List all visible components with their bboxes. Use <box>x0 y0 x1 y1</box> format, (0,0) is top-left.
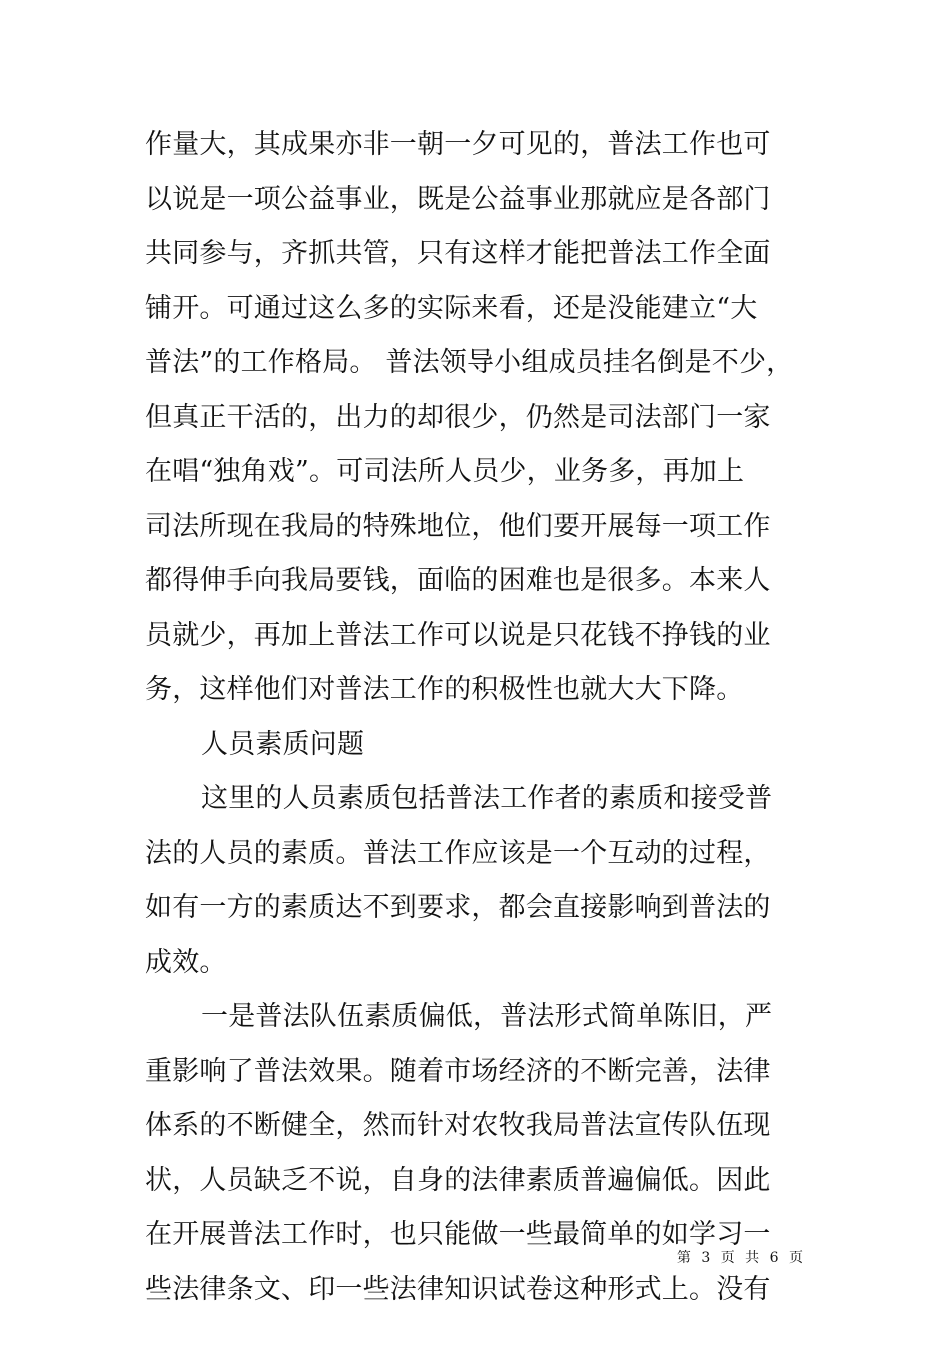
text-line: 成效。 <box>145 946 227 978</box>
text-line: 作量大，其成果亦非一朝一夕可见的，普法工作也可 <box>145 129 771 160</box>
section-heading: 人员素质问题 <box>201 728 365 760</box>
text-line: 在开展普法工作时，也只能做一些最简单的如学习一 <box>145 1219 771 1250</box>
body-text <box>145 118 794 1317</box>
text-line: 体系的不断健全，然而针对农牧我局普法宣传队伍现 <box>145 1110 771 1141</box>
text-line: 些法律条文、印一些法律知识试卷这种形式上。没有 <box>145 1273 771 1305</box>
text-line: 普法”的工作格局。 普法领导小组成员挂名倒是不少， <box>145 347 794 378</box>
text-line: 法的人员的素质。普法工作应该是一个互动的过程， <box>145 837 771 869</box>
paragraph-start-line: 这里的人员素质包括普法工作者的素质和接受普 <box>201 783 773 814</box>
text-line: 员就少，再加上普法工作可以说是只花钱不挣钱的业 <box>145 619 771 651</box>
page-number-footer: 第 3 页 共 6 页 <box>676 1250 806 1266</box>
text-line: 共同参与，齐抓共管，只有这样才能把普法工作全面 <box>145 238 771 269</box>
text-line: 司法所现在我局的特殊地位，他们要开展每一项工作 <box>145 510 771 542</box>
paragraph-start-line: 一是普法队伍素质偏低，普法形式简单陈旧，严 <box>201 1001 773 1032</box>
text-line: 务，这样他们对普法工作的积极性也就大大下降。 <box>145 674 744 705</box>
text-line: 重影响了普法效果。随着市场经济的不断完善，法律 <box>145 1055 771 1087</box>
text-line: 状，人员缺乏不说，自身的法律素质普遍偏低。因此 <box>145 1164 771 1196</box>
text-line: 在唱“独角戏”。可司法所人员少，业务多，再加上 <box>145 456 745 487</box>
text-line: 如有一方的素质达不到要求，都会直接影响到普法的 <box>145 892 771 923</box>
text-line: 都得伸手向我局要钱，面临的困难也是很多。本来人 <box>145 565 771 596</box>
text-line: 但真正干活的，出力的却很少，仍然是司法部门一家 <box>145 401 771 433</box>
text-line: 以说是一项公益事业，既是公益事业那就应是各部门 <box>145 183 771 215</box>
text-line: 铺开。可通过这么多的实际来看，还是没能建立“大 <box>145 292 758 324</box>
